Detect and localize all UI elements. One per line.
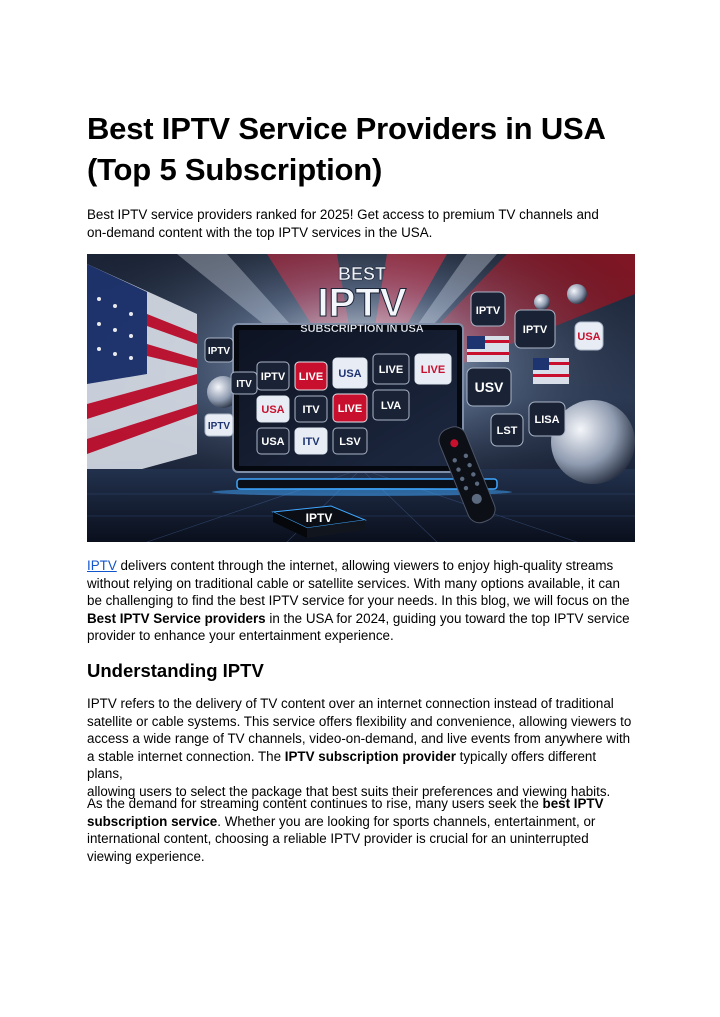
intro-line-1: Best IPTV service providers ranked for 2025! Get access to premium TV channels and bbox=[87, 207, 599, 222]
svg-text:IPTV: IPTV bbox=[207, 421, 231, 432]
tile-4 bbox=[373, 354, 409, 384]
side-tile-right-3 bbox=[575, 322, 603, 350]
paragraph-understanding: IPTV refers to the delivery of TV content over an internet connection instead of traditional satellite or cable systems. This service offers flexibility and convenience, allowing viewers to access a wide range of TV channels, video-on-demand, and live events from anywhere with a stable internet connection. The IPTV subscription provider typically offers different plans, allowing users to select the package that best suits their preferences and viewing habits. bbox=[87, 696, 632, 799]
bold-best-iptv-service-providers: Best IPTV Service providers bbox=[87, 610, 266, 626]
intro-line-2: on-demand content with the top IPTV services in the USA. bbox=[87, 224, 433, 240]
svg-text:USV: USV bbox=[474, 379, 504, 395]
side-tile-left-3 bbox=[205, 414, 233, 436]
svg-text:IPTV: IPTV bbox=[207, 346, 231, 357]
section-heading-understanding-iptv: Understanding IPTV bbox=[87, 660, 264, 681]
tile-9 bbox=[257, 428, 289, 454]
hero-subscription-text: SUBSCRIPTION IN USA bbox=[300, 323, 424, 335]
svg-text:IPTV: IPTV bbox=[522, 324, 548, 336]
svg-text:USA: USA bbox=[261, 436, 285, 448]
bold-best-iptv: best IPTV bbox=[542, 796, 604, 811]
iptv-link[interactable]: IPTV bbox=[87, 558, 117, 573]
paragraph-demand: As the demand for streaming content continues to rise, many users seek the best IPTV subscription service. Whether you are looking for sports channels, entertainment, or international content, choosing a reliable IPTV provider is crucial for an uninterrupted viewing experience. bbox=[87, 796, 604, 864]
tile-1 bbox=[257, 362, 289, 390]
bold-subscription-service: subscription service bbox=[87, 813, 218, 829]
box-label: IPTV bbox=[305, 511, 333, 525]
hero-iptv-text: IPTV bbox=[317, 281, 407, 325]
hero-best-text: BEST bbox=[337, 264, 387, 284]
svg-text:LIVE: LIVE bbox=[298, 371, 324, 383]
side-tile-right-1 bbox=[471, 292, 505, 326]
svg-text:LSV: LSV bbox=[339, 436, 361, 448]
tile-6 bbox=[295, 396, 327, 422]
side-tile-left-2 bbox=[231, 372, 257, 394]
side-tile-right-5 bbox=[491, 414, 523, 446]
hero-illustration bbox=[87, 254, 635, 542]
svg-text:USA: USA bbox=[338, 368, 362, 380]
paragraph-intro-iptv: IPTV delivers content through the internet, allowing viewers to enjoy high-quality streams without relying on traditional cable or satellite services. With many options available, it can be challenging to find the best IPTV service for your needs. In this blog, we will focus on the Best IPTV Service providers in the USA for 2024, guiding you toward the top IPTV service provider to enhance your entertainment experience. bbox=[87, 558, 630, 643]
side-tile-right-6 bbox=[529, 402, 565, 436]
svg-text:IPTV: IPTV bbox=[475, 305, 501, 317]
tile-2 bbox=[295, 362, 327, 390]
bold-iptv-subscription-provider: IPTV subscription provider bbox=[284, 748, 456, 764]
svg-text:IPTV: IPTV bbox=[260, 371, 286, 383]
side-tile-right-4 bbox=[467, 368, 511, 406]
svg-text:USA: USA bbox=[577, 331, 601, 343]
svg-text:LVA: LVA bbox=[380, 400, 402, 412]
side-tile-right-2 bbox=[515, 310, 555, 348]
svg-text:ITV: ITV bbox=[302, 404, 320, 416]
tile-3 bbox=[333, 358, 367, 388]
tile-8 bbox=[373, 390, 409, 420]
tile-10 bbox=[295, 428, 327, 454]
page-title bbox=[87, 108, 647, 190]
svg-text:LIVE: LIVE bbox=[420, 364, 446, 376]
intro-paragraph bbox=[87, 206, 635, 241]
svg-text:ITV: ITV bbox=[236, 379, 252, 390]
hero-image bbox=[87, 254, 635, 542]
svg-text:LIVE: LIVE bbox=[378, 364, 404, 376]
svg-text:LIVE: LIVE bbox=[337, 403, 363, 415]
svg-text:USA: USA bbox=[261, 404, 285, 416]
tile-11 bbox=[333, 428, 367, 454]
title-line-1: Best IPTV Service Providers in USA bbox=[87, 111, 606, 146]
svg-text:LISA: LISA bbox=[534, 414, 560, 426]
tile-12 bbox=[415, 354, 451, 384]
svg-text:ITV: ITV bbox=[302, 436, 320, 448]
tile-5 bbox=[257, 396, 289, 422]
tile-7 bbox=[333, 394, 367, 422]
title-line-2: (Top 5 Subscription) bbox=[87, 152, 383, 187]
svg-text:LST: LST bbox=[496, 425, 518, 437]
side-tile-left-1 bbox=[205, 338, 233, 362]
